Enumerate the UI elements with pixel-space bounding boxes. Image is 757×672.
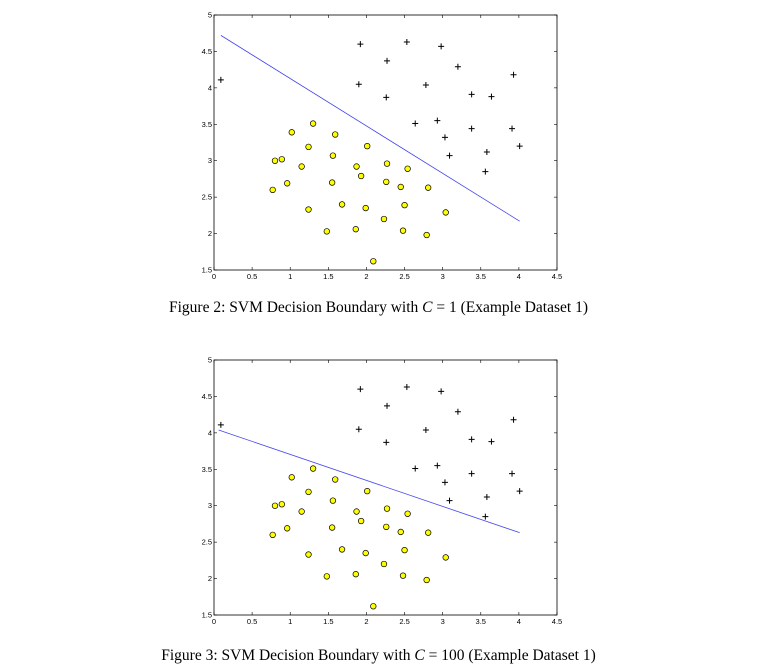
negative-point-circle-marker: [424, 232, 430, 238]
negative-point-circle-marker: [402, 547, 408, 553]
y-tick-label: 4.5: [201, 391, 212, 401]
y-tick-label: 3: [207, 156, 212, 166]
y-tick-label: 4: [207, 428, 212, 438]
negative-point-circle-marker: [284, 526, 290, 532]
negative-point-circle-marker: [329, 525, 335, 531]
x-tick-label: 1: [288, 272, 293, 281]
x-tick-label: 0.5: [246, 617, 258, 626]
negative-point-circle-marker: [354, 164, 360, 170]
negative-point-circle-marker: [363, 550, 369, 556]
negative-point-circle-marker: [358, 173, 364, 179]
y-tick-label: 5: [207, 10, 212, 20]
y-tick-label: 3: [207, 501, 212, 511]
svm-boundary-plot-c1: [0, 0, 757, 290]
negative-point-circle-marker: [279, 156, 285, 162]
x-tick-label: 4: [516, 272, 521, 281]
negative-point-circle-marker: [339, 547, 345, 553]
negative-point-circle-marker: [299, 509, 305, 515]
negative-point-circle-marker: [272, 158, 278, 164]
negative-point-circle-marker: [402, 202, 408, 208]
x-tick-label: 4.5: [551, 272, 563, 281]
negative-point-circle-marker: [398, 184, 404, 190]
x-tick-label: 3: [440, 617, 445, 626]
negative-point-circle-marker: [299, 164, 305, 170]
negative-point-circle-marker: [284, 181, 290, 187]
negative-point-circle-marker: [270, 187, 276, 193]
negative-point-circle-marker: [332, 477, 338, 483]
plot-frame: [214, 360, 557, 615]
negative-point-circle-marker: [339, 202, 345, 208]
x-tick-label: 2: [364, 272, 369, 281]
negative-point-circle-marker: [364, 488, 370, 494]
negative-point-circle-marker: [306, 207, 312, 213]
x-tick-label: 0: [211, 272, 217, 281]
y-tick-label: 4.5: [201, 46, 212, 56]
negative-point-circle-marker: [405, 166, 411, 172]
x-tick-label: 3.5: [475, 617, 486, 626]
negative-point-circle-marker: [332, 132, 338, 138]
negative-point-circle-marker: [324, 574, 330, 580]
x-tick-label: 0.5: [246, 272, 258, 281]
negative-point-circle-marker: [398, 529, 404, 535]
negative-point-circle-marker: [383, 179, 389, 185]
negative-point-circle-marker: [371, 258, 377, 264]
x-tick-label: 4: [516, 617, 521, 626]
negative-point-circle-marker: [363, 205, 369, 211]
negative-point-circle-marker: [443, 210, 449, 216]
negative-point-circle-marker: [405, 511, 411, 517]
x-tick-label: 4.5: [551, 617, 563, 626]
negative-point-circle-marker: [272, 503, 278, 509]
negative-point-circle-marker: [329, 180, 335, 186]
negative-point-circle-marker: [384, 506, 390, 512]
negative-point-circle-marker: [354, 509, 360, 515]
negative-point-circle-marker: [443, 555, 449, 561]
negative-point-circle-marker: [381, 561, 387, 567]
negative-point-circle-marker: [330, 153, 336, 159]
caption-equals: = 1: [432, 299, 457, 316]
x-tick-label: 2.5: [399, 272, 410, 281]
y-tick-label: 3.5: [201, 464, 212, 474]
negative-point-circle-marker: [306, 552, 312, 558]
y-tick-label: 2: [207, 574, 212, 584]
caption-suffix: (Example Dataset 1): [456, 299, 588, 316]
x-tick-label: 1.5: [323, 617, 334, 626]
x-tick-label: 3: [440, 272, 445, 281]
x-tick-label: 1: [288, 617, 293, 626]
negative-point-circle-marker: [364, 143, 370, 149]
negative-point-circle-marker: [371, 603, 377, 609]
negative-point-circle-marker: [306, 489, 312, 495]
negative-point-circle-marker: [400, 228, 406, 234]
y-tick-label: 2.5: [201, 537, 212, 547]
negative-point-circle-marker: [425, 185, 431, 191]
negative-point-circle-marker: [279, 501, 285, 507]
caption-prefix: Figure 3: SVM Decision Boundary with: [161, 647, 415, 664]
negative-point-circle-marker: [330, 498, 336, 504]
caption-suffix: (Example Dataset 1): [464, 647, 596, 664]
negative-point-circle-marker: [381, 216, 387, 222]
negative-point-circle-marker: [306, 144, 312, 150]
y-tick-label: 3.5: [201, 119, 212, 129]
negative-point-circle-marker: [358, 518, 364, 524]
x-tick-label: 2: [364, 617, 369, 626]
negative-point-circle-marker: [384, 161, 390, 167]
negative-point-circle-marker: [289, 130, 295, 136]
negative-point-circle-marker: [289, 475, 295, 481]
figure-caption: [0, 647, 757, 665]
negative-point-circle-marker: [383, 524, 389, 530]
negative-point-circle-marker: [425, 530, 431, 536]
figure-caption: [0, 299, 757, 317]
negative-point-circle-marker: [353, 571, 359, 577]
x-tick-label: 1.5: [323, 272, 334, 281]
caption-prefix: Figure 2: SVM Decision Boundary with: [168, 299, 423, 316]
negative-point-circle-marker: [353, 226, 359, 232]
negative-point-circle-marker: [400, 573, 406, 579]
caption-equals: = 100: [424, 647, 465, 664]
negative-point-circle-marker: [424, 577, 430, 583]
y-tick-label: 5: [207, 355, 212, 365]
y-tick-label: 4: [207, 83, 212, 93]
x-tick-label: 2.5: [399, 617, 410, 626]
y-tick-label: 1.5: [201, 265, 212, 275]
svm-boundary-plot-c100: [0, 345, 757, 635]
negative-point-circle-marker: [270, 532, 276, 538]
caption-variable: C: [414, 647, 425, 664]
plot-frame: [214, 15, 557, 270]
caption-variable: C: [422, 299, 433, 316]
x-tick-label: 0: [211, 617, 217, 626]
negative-point-circle-marker: [310, 121, 316, 127]
x-tick-label: 3.5: [475, 272, 486, 281]
negative-point-circle-marker: [310, 466, 316, 472]
y-tick-label: 2: [207, 229, 212, 239]
y-tick-label: 1.5: [201, 610, 212, 620]
y-tick-label: 2.5: [201, 192, 212, 202]
negative-point-circle-marker: [324, 229, 330, 235]
